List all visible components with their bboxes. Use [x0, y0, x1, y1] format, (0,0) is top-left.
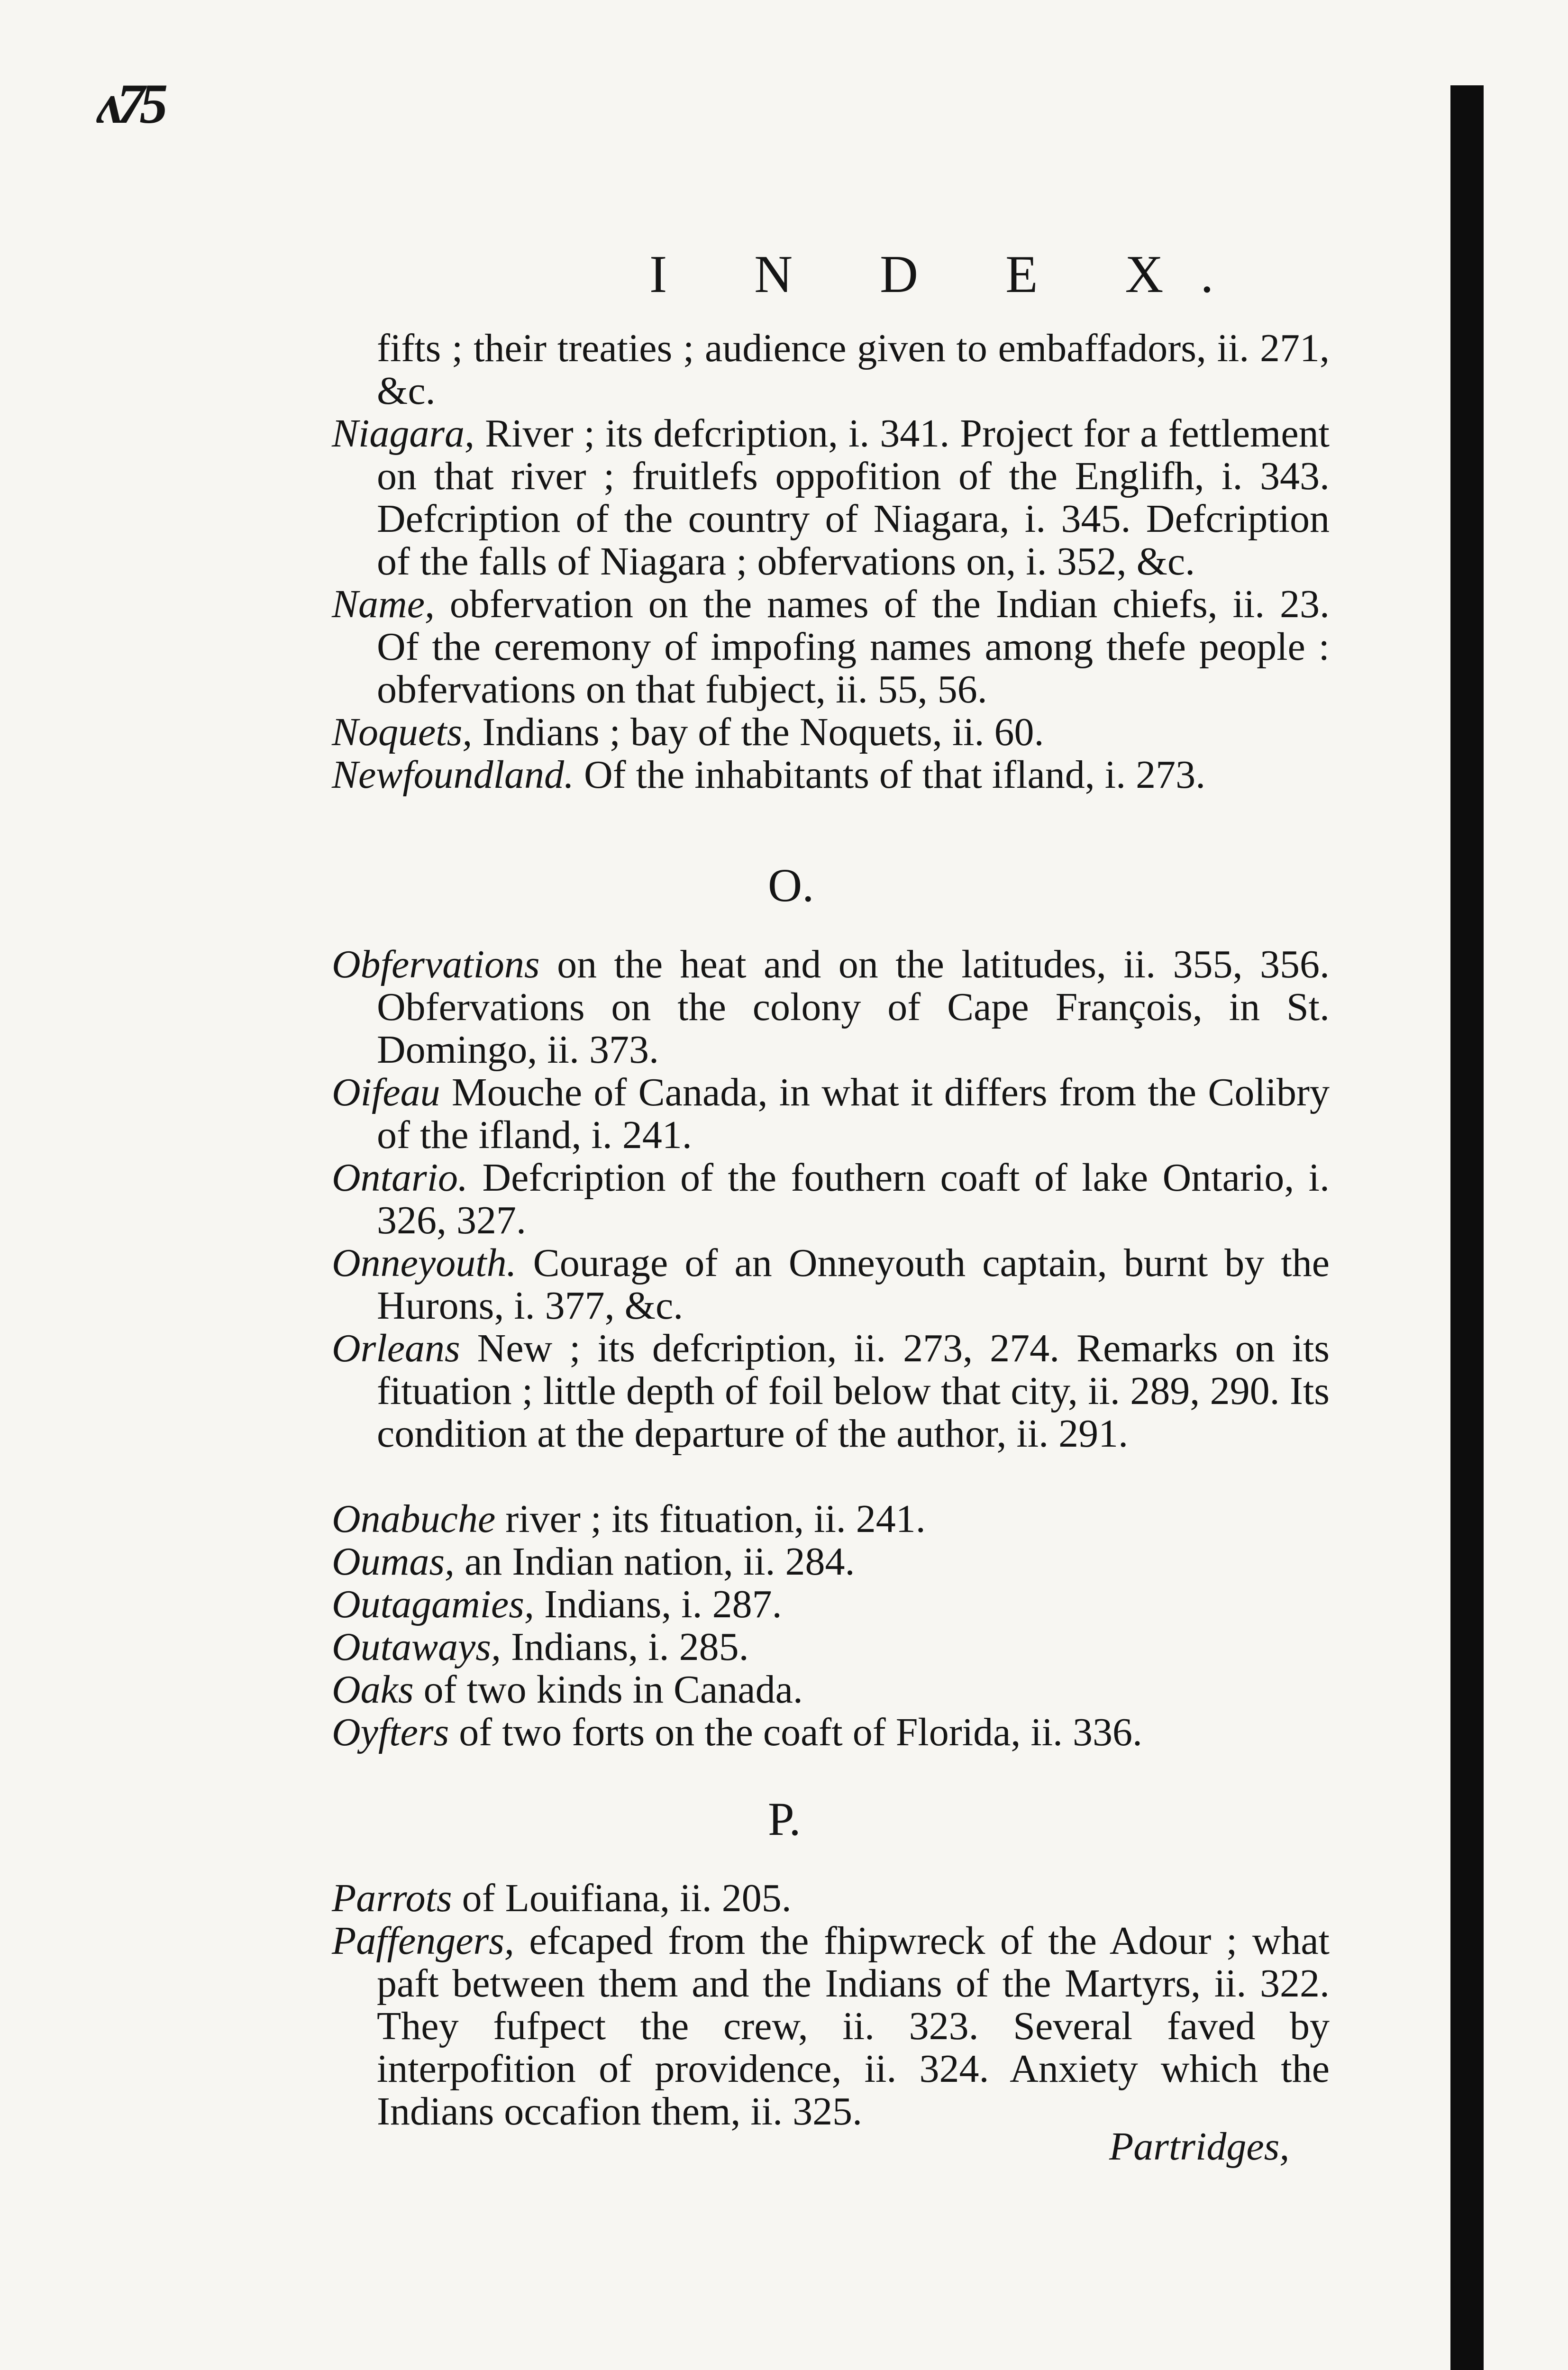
entry-text: Of the inhabitants of that ifland, i. 273. — [574, 753, 1206, 797]
entry-headword: Onneyouth. — [332, 1241, 517, 1285]
entry-text: River ; its defcription, i. 341. Project for a fettlement on that river ; fruitlefs oppofition of the Englifh, i. 343. Defcription of the country of Niagara, i. 345. Defcription of the falls of Niagara ; obfervations on, i. 352, &c. — [377, 411, 1330, 583]
entry-text: Defcription of the fouthern coaft of lake Ontario, i. 326, 327. — [377, 1156, 1330, 1242]
entry-text: efcaped from the fhipwreck of the Adour ; what paft between them and the Indians of the Martyrs, ii. 322. They fufpect the crew, ii. 323. Several faved by interpofition of providence, ii. 324. Anxiety which the Indians occafion them, ii. 325. — [377, 1919, 1330, 2133]
index-entry — [332, 1668, 1330, 1711]
index-entry — [332, 1157, 1330, 1242]
entry-headword: Niagara, — [332, 411, 475, 456]
index-entry — [332, 1626, 1330, 1668]
entry-text: of two kinds in Canada. — [413, 1668, 803, 1712]
index-entry — [332, 1498, 1330, 1540]
index-entry — [332, 1583, 1330, 1626]
entry-headword: Oumas, — [332, 1540, 455, 1584]
index-entry — [332, 754, 1330, 796]
entry-text: Indians ; bay of the Noquets, ii. 60. — [472, 710, 1044, 754]
index-entry — [332, 1920, 1330, 2133]
entry-headword: Onabuche — [332, 1497, 496, 1541]
entry-text: Courage of an Onneyouth captain, burnt by the Hurons, i. 377, &c. — [377, 1241, 1330, 1328]
entry-text: river ; its fituation, ii. 241. — [495, 1497, 926, 1541]
entry-text: an Indian nation, ii. 284. — [455, 1540, 855, 1584]
entry-text: Mouche of Canada, in what it differs from the Colibry of the ifland, i. 241. — [377, 1070, 1330, 1157]
index-entry — [332, 711, 1330, 754]
index-entry — [332, 1242, 1330, 1327]
entry-headword: Orleans — [332, 1326, 460, 1370]
index-entry — [332, 412, 1330, 583]
catchword: Partridges, — [1109, 2124, 1290, 2169]
page-number-mark: ʌ75 — [97, 72, 163, 135]
entry-text: Indians, i. 287. — [534, 1582, 782, 1626]
entry-headword: Outaways, — [332, 1625, 501, 1669]
index-entry — [332, 1711, 1330, 1754]
entry-headword: Outagamies, — [332, 1582, 534, 1626]
index-entry — [332, 327, 1330, 412]
page-title: I N D E X. — [649, 245, 1251, 304]
section-letter-o: O. — [768, 859, 814, 912]
entry-text: on the heat and on the latitudes, ii. 355, 356. Obfervations on the colony of Cape François, in St. Domingo, ii. 373. — [377, 942, 1330, 1072]
entry-text: Indians, i. 285. — [501, 1625, 749, 1669]
entry-headword: Ontario. — [332, 1156, 468, 1200]
entry-text: New ; its defcription, ii. 273, 274. Remarks on its fituation ; little depth of foil below that city, ii. 289, 290. Its condition at the departure of the author, ii. 291. — [377, 1326, 1330, 1456]
entry-headword: Parrots — [332, 1876, 452, 1920]
entry-headword: Name, — [332, 582, 435, 626]
index-entry — [332, 943, 1330, 1071]
entry-text: obfervation on the names of the Indian chiefs, ii. 23. Of the ceremony of impofing names among thefe people : obfervations on that fubject, ii. 55, 56. — [377, 582, 1330, 711]
entry-headword: Oaks — [332, 1668, 414, 1712]
entry-text: of Louifiana, ii. 205. — [452, 1876, 792, 1920]
entry-headword: Oyfters — [332, 1710, 449, 1754]
entry-headword: Newfoundland. — [332, 753, 574, 797]
section-letter-p: P. — [768, 1793, 801, 1845]
entry-text: fifts ; their treaties ; audience given to embaffadors, ii. 271, &c. — [377, 326, 1330, 413]
index-entry — [332, 1071, 1330, 1157]
entry-headword: Noquets, — [332, 710, 473, 754]
index-entry — [332, 583, 1330, 711]
index-entry — [332, 1877, 1330, 1920]
entry-headword: Obfervations — [332, 942, 540, 986]
index-entry — [332, 1540, 1330, 1583]
entry-headword: Oifeau — [332, 1070, 440, 1114]
entry-headword: Paffengers, — [332, 1919, 514, 1963]
entry-text: of two forts on the coaft of Florida, ii. 336. — [449, 1710, 1143, 1754]
index-entry — [332, 1327, 1330, 1455]
page-edge-shadow — [1450, 85, 1484, 2370]
